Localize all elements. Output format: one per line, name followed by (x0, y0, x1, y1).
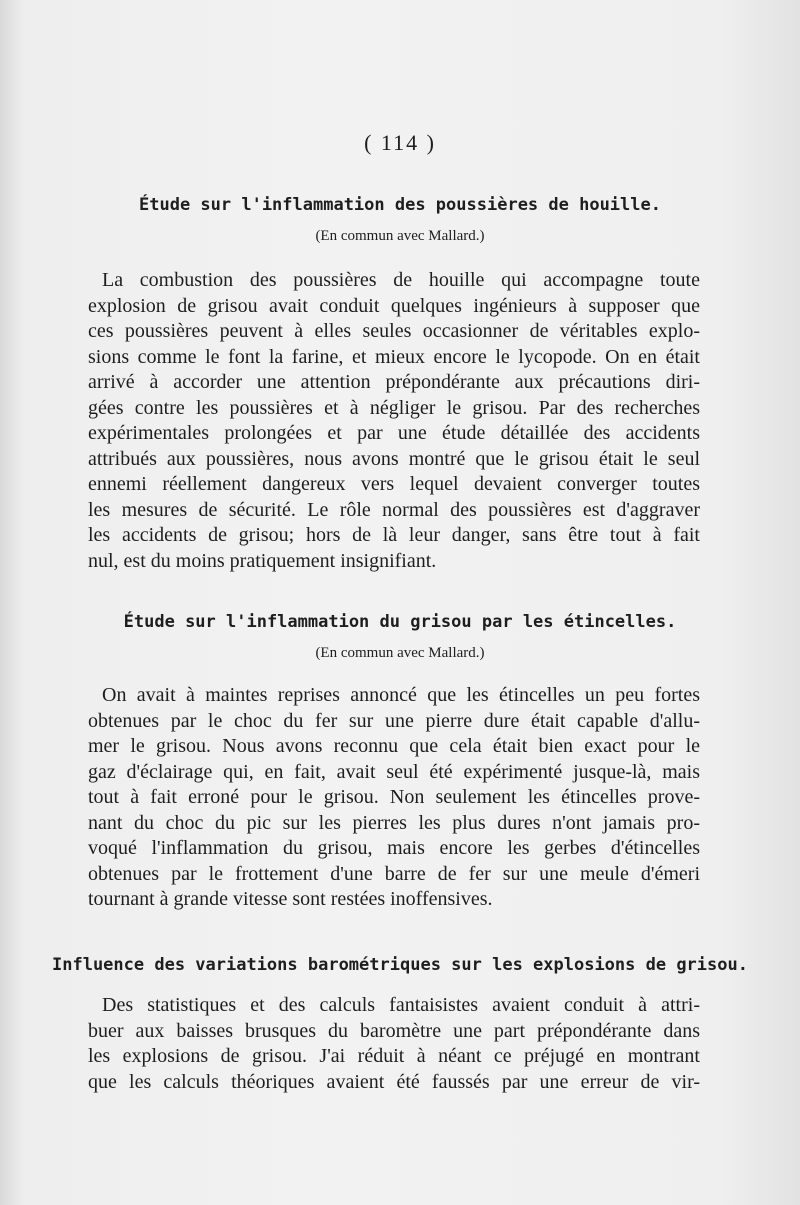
paragraph-line: obtenues par le frottement d'une barre de fer sur une meule d'émeri (88, 862, 700, 885)
section-subheading: (En commun avec Mallard.) (315, 228, 485, 244)
section-heading: Influence des variations barométriques sur les explosions de grisou. (52, 955, 748, 975)
section-subheading: (En commun avec Mallard.) (315, 645, 485, 661)
paragraph-line: tournant à grande vitesse sont restées inoffensives. (88, 888, 493, 910)
paragraph-line: sions comme le font la farine, et mieux encore le lycopode. On en était (88, 345, 700, 368)
section-paragraph (88, 683, 700, 913)
paragraph-line: ennemi réellement dangereux vers lequel devaient converger toutes (88, 473, 700, 495)
section-heading: Étude sur l'inflammation des poussières de houille. (139, 195, 661, 215)
paragraph-line: que les calculs théoriques avaient été faussés par une erreur de vir- (88, 1070, 700, 1093)
paragraph-line: nul, est du moins pratiquement insignifiant. (88, 549, 437, 572)
paragraph-line: attribués aux poussières, nous avons montré que le grisou était le seul (88, 447, 700, 470)
paragraph-line: voqué l'inflammation du grisou, mais encore les gerbes d'étincelles (88, 837, 700, 859)
paragraph-line: mer le grisou. Nous avons reconnu que cela était bien exact pour le (88, 735, 700, 757)
paragraph-line: nant du choc du pic sur les pierres les plus dures n'ont jamais pro- (88, 811, 700, 834)
paragraph-line: les explosions de grisou. J'ai réduit à néant ce préjugé en montrant (88, 1045, 700, 1067)
paragraph-line: gaz d'éclairage qui, en fait, avait seul été expérimenté jusque-là, mais (88, 760, 700, 783)
paragraph-line: obtenues par le choc du fer sur une pierre dure était capable d'allu- (88, 709, 700, 732)
paragraph-line: arrivé à accorder une attention prépondérante aux précautions diri- (88, 371, 700, 393)
paragraph-line: expérimentales prolongées et par une étude détaillée des accidents (88, 422, 700, 444)
paragraph-line: ces poussières peuvent à elles seules occasionner de véritables explo- (88, 320, 700, 342)
page-number: ( 114 ) (364, 130, 436, 155)
section-paragraph (88, 268, 700, 574)
section-paragraph (88, 993, 700, 1095)
paragraph-line: La combustion des poussières de houille qui accompagne toute (102, 269, 700, 291)
paragraph-line: les accidents de grisou; hors de là leur danger, sans être tout à fait (88, 524, 700, 546)
paragraph-line: tout à fait erroné pour le grisou. Non seulement les étincelles prove- (88, 786, 700, 808)
paragraph-line: gées contre les poussières et à négliger le grisou. Par des recherches (88, 396, 700, 419)
paragraph-line: explosion de grisou avait conduit quelques ingénieurs à supposer que (88, 294, 700, 317)
paragraph-line: buer aux baisses brusques du baromètre une part prépondérante dans (88, 1019, 700, 1042)
paragraph-line: On avait à maintes reprises annoncé que les étincelles un peu fortes (102, 684, 700, 706)
paragraph-line: Des statistiques et des calculs fantaisistes avaient conduit à attri- (102, 994, 700, 1016)
paragraph-line: les mesures de sécurité. Le rôle normal des poussières est d'aggraver (88, 498, 700, 521)
section-heading: Étude sur l'inflammation du grisou par les étincelles. (123, 612, 677, 632)
